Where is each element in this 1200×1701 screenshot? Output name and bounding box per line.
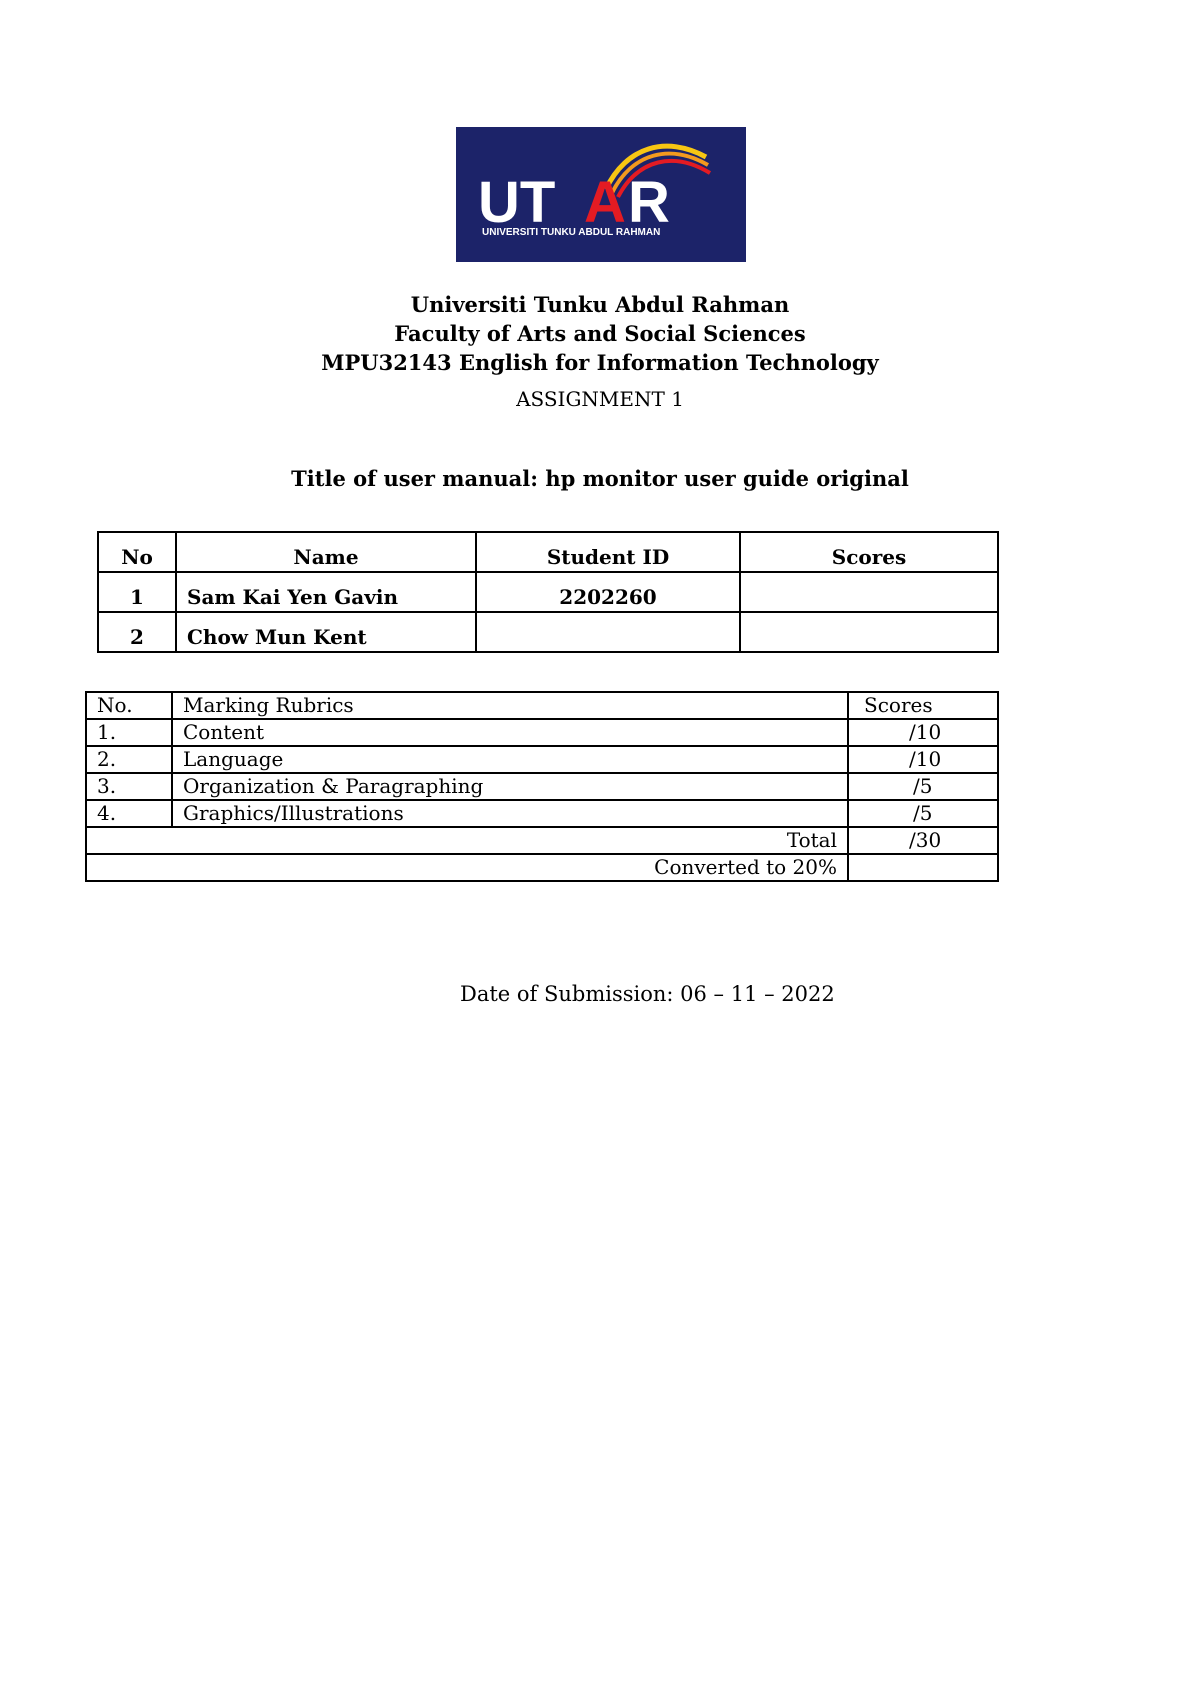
rubric-item: Organization & Paragraphing [172, 773, 848, 800]
students-header-row [98, 532, 998, 572]
utar-logo [456, 127, 746, 262]
student-score [740, 572, 998, 612]
total-score: /30 [848, 827, 998, 854]
converted-score [848, 854, 998, 881]
student-no: 2 [98, 612, 176, 652]
student-name: Chow Mun Kent [176, 612, 476, 652]
table-row [86, 800, 998, 827]
svg-text:UT: UT [478, 170, 556, 235]
student-name: Sam Kai Yen Gavin [176, 572, 476, 612]
student-score [740, 612, 998, 652]
svg-text:R: R [628, 170, 670, 235]
student-id: 2202260 [476, 572, 740, 612]
table-row [86, 719, 998, 746]
student-id [476, 612, 740, 652]
manual-title: Title of user manual: hp monitor user guide original [291, 466, 909, 491]
table-row [98, 572, 998, 612]
header-student-id: Student ID [476, 532, 740, 572]
converted-label: Converted to 20% [86, 854, 848, 881]
rubrics-header-row [86, 692, 998, 719]
assignment-title: ASSIGNMENT 1 [516, 387, 684, 411]
submission-date: Date of Submission: 06 – 11 – 2022 [460, 982, 835, 1006]
table-row [86, 773, 998, 800]
rubric-header-item: Marking Rubrics [172, 692, 848, 719]
rubric-item: Language [172, 746, 848, 773]
converted-row [86, 854, 998, 881]
heading-block [0, 290, 1200, 377]
total-label: Total [86, 827, 848, 854]
header-scores: Scores [740, 532, 998, 572]
rubric-no: 4. [86, 800, 172, 827]
header-name: Name [176, 532, 476, 572]
rubric-score: /5 [848, 773, 998, 800]
course-name: MPU32143 English for Information Technology [321, 350, 879, 375]
rubric-header-no: No. [86, 692, 172, 719]
rubric-score: /5 [848, 800, 998, 827]
header-no: No [98, 532, 176, 572]
svg-text:UNIVERSITI TUNKU ABDUL RAHMAN: UNIVERSITI TUNKU ABDUL RAHMAN [482, 227, 661, 238]
rubric-score: /10 [848, 719, 998, 746]
table-row [98, 612, 998, 652]
university-name: Universiti Tunku Abdul Rahman [410, 292, 790, 317]
student-no: 1 [98, 572, 176, 612]
rubric-no: 1. [86, 719, 172, 746]
svg-text:A: A [584, 170, 626, 235]
students-table [97, 531, 999, 653]
faculty-name: Faculty of Arts and Social Sciences [394, 321, 806, 346]
total-row [86, 827, 998, 854]
rubric-score: /10 [848, 746, 998, 773]
rubric-item: Content [172, 719, 848, 746]
rubric-item: Graphics/Illustrations [172, 800, 848, 827]
rubric-no: 2. [86, 746, 172, 773]
rubrics-table [85, 691, 999, 882]
table-row [86, 746, 998, 773]
rubric-no: 3. [86, 773, 172, 800]
rubric-header-scores: Scores [848, 692, 998, 719]
